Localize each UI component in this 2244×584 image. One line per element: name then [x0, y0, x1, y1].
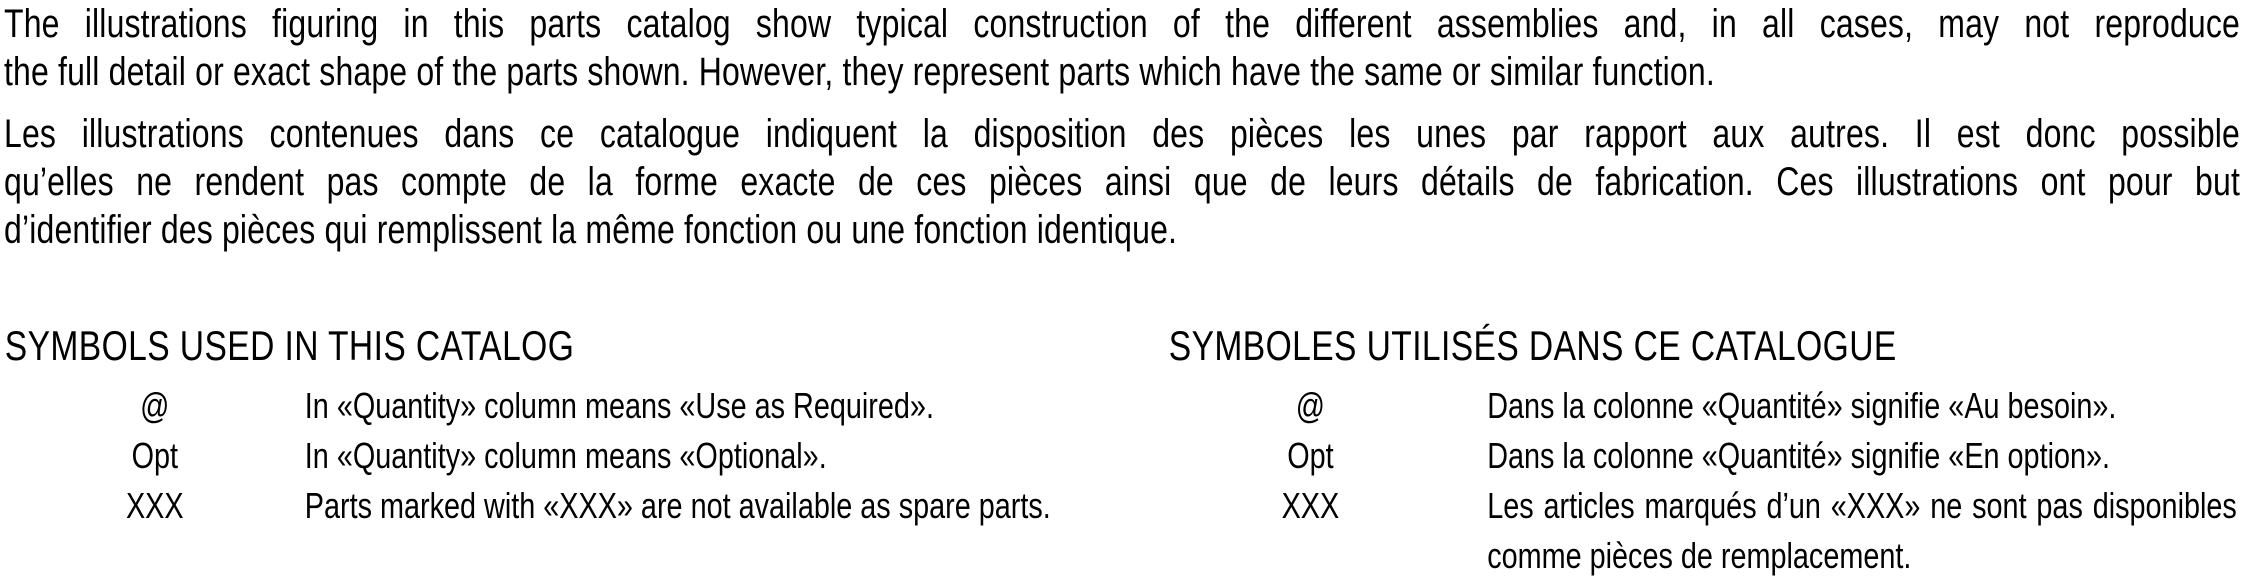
symbols-heading-english: SYMBOLS USED IN THIS CATALOG: [4, 322, 575, 369]
symbol-row-at-french: [1169, 381, 2237, 431]
symbol-at-description-french: Dans la colonne «Quantité» signifie «Au besoin».: [1487, 385, 2117, 426]
symbol-row-xxx-french: [1169, 481, 2237, 581]
symbol-at: @: [1295, 385, 1326, 426]
symbol-xxx-description-french-line-2: comme pièces de remplacement.: [1487, 535, 1912, 576]
english-paragraph-line-2: the full detail or exact shape of the parts shown. However, they represent parts which have the same or similar function.: [4, 50, 1715, 94]
symbols-column-english: [5, 322, 1109, 531]
symbol-opt: Opt: [1287, 435, 1334, 476]
symbol-xxx: XXX: [1281, 485, 1340, 526]
symbols-rows-english: [5, 381, 1109, 531]
symbol-xxx: XXX: [125, 485, 184, 526]
french-paragraph-line-3: d’identifier des pièces qui remplissent la même fonction ou une fonction identique.: [4, 208, 1178, 252]
english-paragraph-line-1: The illustrations figuring in this parts catalog show typical construction of the different assemblies and, in all cases, may not reproduce: [4, 2, 2240, 46]
symbol-row-xxx-english: [5, 481, 1109, 531]
french-paragraph-line-1: Les illustrations contenues dans ce catalogue indiquent la disposition des pièces les unes par rapport aux autres. Il est donc possible: [4, 112, 2240, 156]
symbol-xxx-description-french-line-1: Les articles marqués d’un «XXX» ne sont pas disponibles: [1487, 485, 2237, 526]
french-paragraph-line-2: qu’elles ne rendent pas compte de la forme exacte de ces pièces ainsi que de leurs détails de fabrication. Ces illustrations ont pour but: [4, 160, 2240, 204]
symbols-rows-french: [1169, 381, 2237, 581]
symbol-opt-description-french: Dans la colonne «Quantité» signifie «En option».: [1487, 435, 2111, 476]
symbols-heading-french: SYMBOLES UTILISÉS DANS CE CATALOGUE: [1168, 322, 1897, 369]
intro-paragraphs: [4, 0, 2240, 254]
french-disclaimer-paragraph: [4, 110, 2240, 254]
symbol-opt-description-english: In «Quantity» column means «Optional».: [304, 435, 827, 476]
symbol-row-opt-french: [1169, 431, 2237, 481]
symbol-at: @: [140, 385, 170, 426]
symbol-row-opt-english: [5, 431, 1109, 481]
symbol-xxx-description-french: [1452, 481, 2237, 581]
symbol-row-at-english: [5, 381, 1109, 431]
english-disclaimer-paragraph: [4, 0, 2240, 96]
symbol-opt: Opt: [131, 435, 179, 476]
symbols-column-french: [1169, 322, 2237, 581]
symbol-at-description-english: In «Quantity» column means «Use as Required».: [304, 385, 934, 426]
symbol-xxx-description-english: Parts marked with «XXX» are not available as spare parts.: [304, 485, 1051, 526]
